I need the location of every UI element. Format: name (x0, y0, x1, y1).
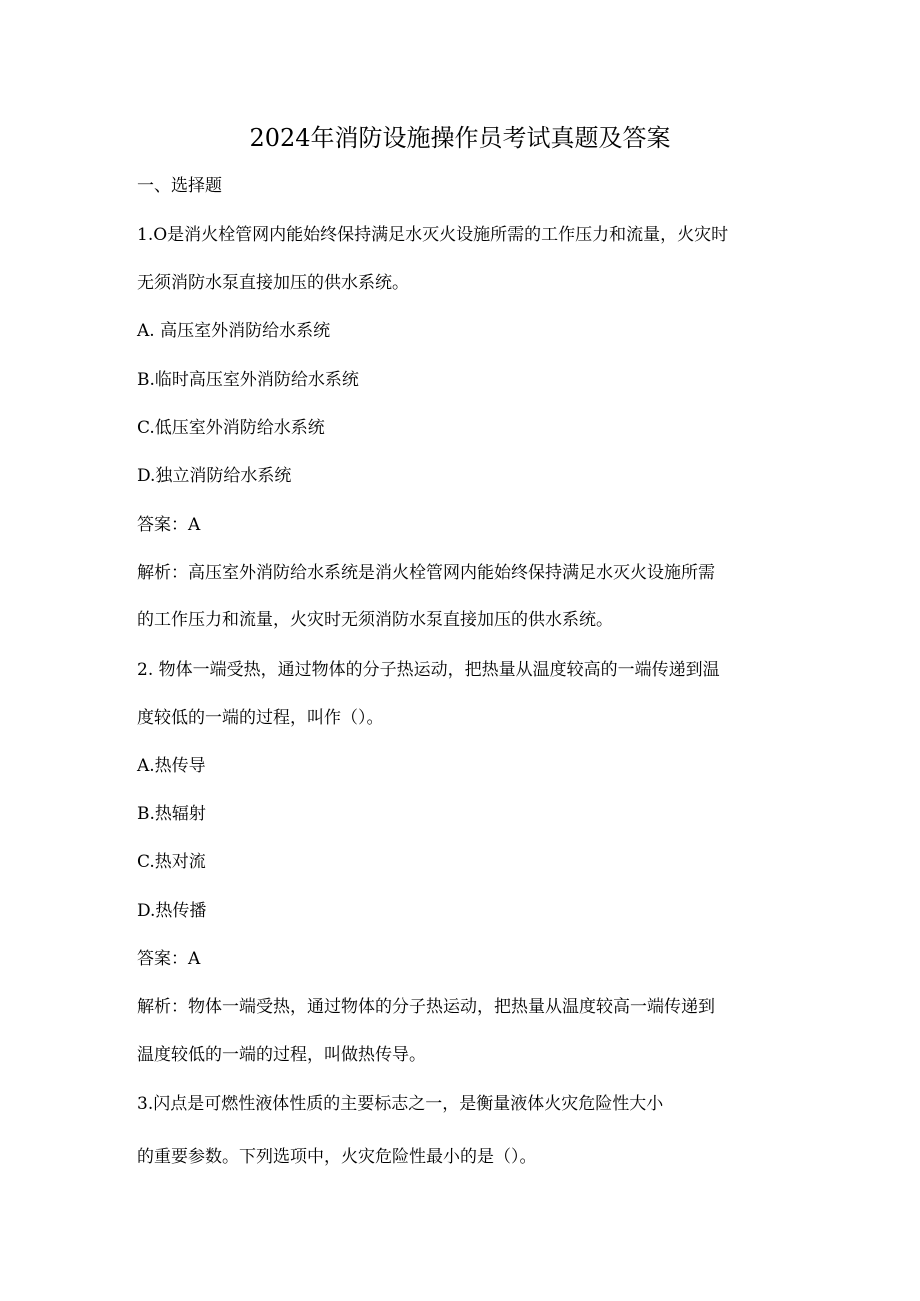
question-1-option-b: B.临时高压室外消防给水系统 (137, 370, 359, 390)
question-1-option-a: A. 高压室外消防给水系统 (137, 321, 331, 341)
question-3-stem-line-2: 的重要参数。下列选项中，火灾危险性最小的是（）。 (137, 1147, 537, 1167)
question-3-stem-line-1: 3.闪点是可燃性液体性质的主要标志之一，是衡量液体火灾危险性大小 (137, 1094, 664, 1114)
question-2-option-c: C.热对流 (137, 852, 206, 872)
document-title: 2024年消防设施操作员考试真题及答案 (249, 124, 671, 152)
question-2-option-b: B.热辐射 (137, 804, 206, 824)
question-2-stem-line-1: 2. 物体一端受热，通过物体的分子热运动，把热量从温度较高的一端传递到温 (137, 660, 720, 680)
question-2-stem-line-2: 度较低的一端的过程，叫作（）。 (137, 708, 384, 728)
question-1-option-c: C.低压室外消防给水系统 (137, 418, 325, 438)
question-1-analysis-line-1: 解析：高压室外消防给水系统是消火栓管网内能始终保持满足水灭火设施所需 (137, 563, 715, 583)
question-1-option-d: D.独立消防给水系统 (137, 466, 292, 486)
section-heading: 一、选择题 (137, 176, 222, 196)
question-2-analysis-line-1: 解析：物体一端受热，通过物体的分子热运动，把热量从温度较高一端传递到 (137, 997, 715, 1017)
question-1-answer: 答案：A (137, 515, 201, 535)
question-1-stem-line-1: 1.O是消火栓管网内能始终保持满足水灭火设施所需的工作压力和流量，火灾时 (137, 225, 729, 245)
question-1-analysis-line-2: 的工作压力和流量，火灾时无须消防水泵直接加压的供水系统。 (137, 610, 613, 630)
question-2-option-d: D.热传播 (137, 901, 207, 921)
question-2-analysis-line-2: 温度较低的一端的过程，叫做热传导。 (137, 1045, 426, 1065)
question-1-stem-line-2: 无须消防水泵直接加压的供水系统。 (137, 273, 409, 293)
question-2-answer: 答案：A (137, 949, 201, 969)
question-2-option-a: A.热传导 (137, 756, 206, 776)
